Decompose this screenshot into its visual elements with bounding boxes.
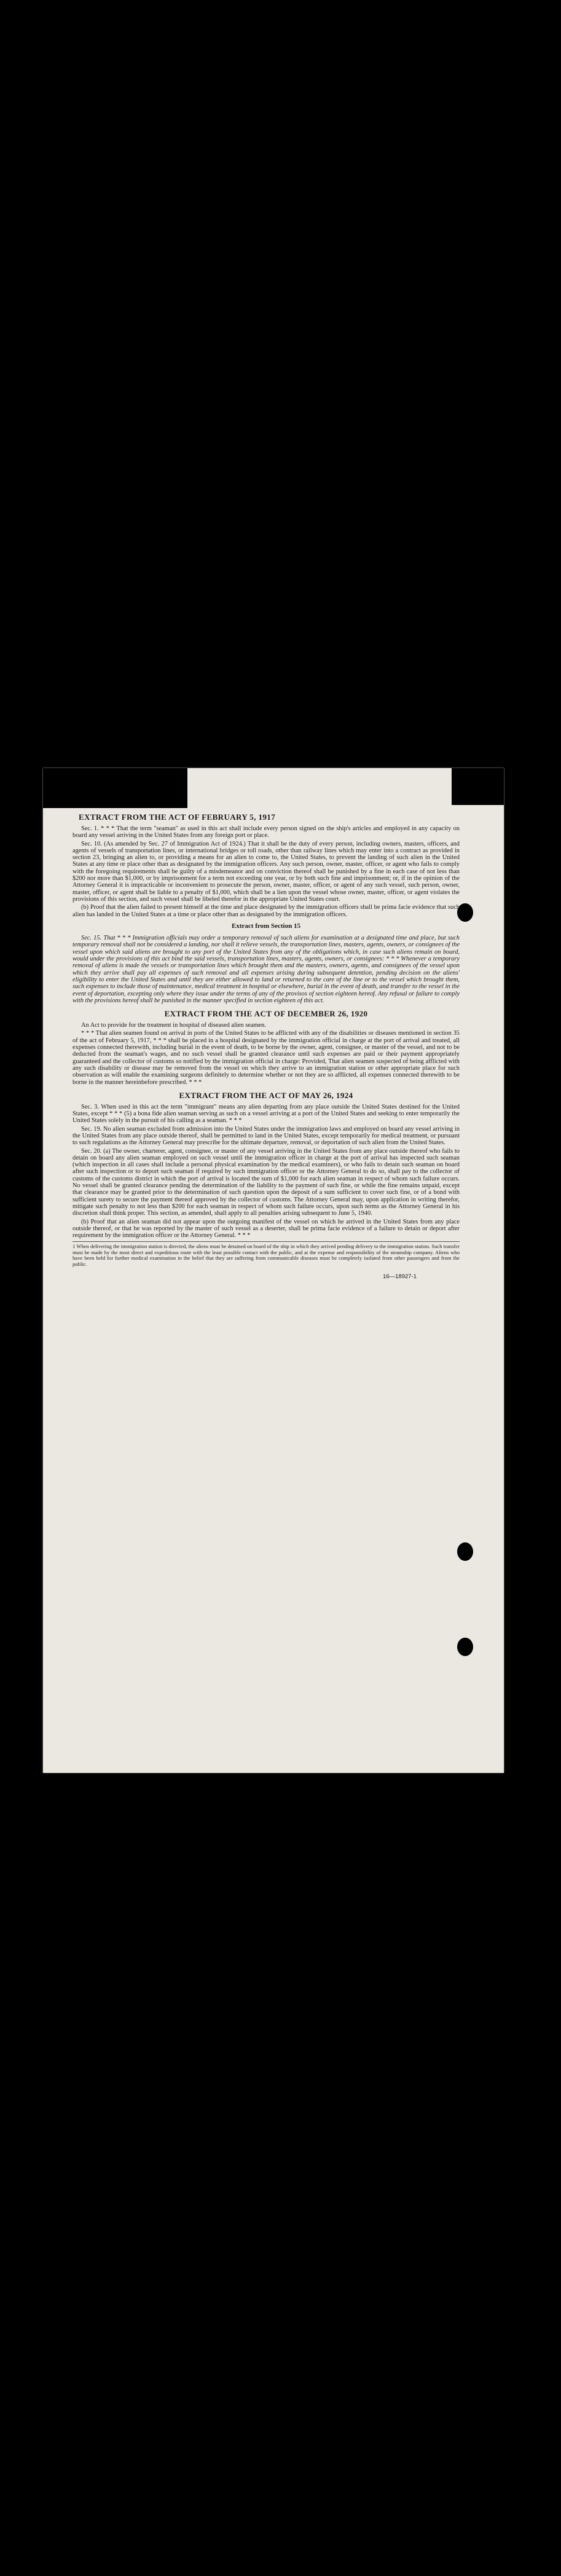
paragraph-1920-intro: An Act to provide for the treatment in hospital of diseased alien seamen. — [81, 1022, 266, 1029]
paragraph-1920-body: * * * That alien seamen found on arrival in ports of the United States to be afflicted with any of the disabilities or diseases mentioned in section 35 of the act of February 5, 1917, * * * shall be placed in a hospital designated by the immigration official in charge at the port of arrival and treated, all expenses connected therewith, including burial in the event of death, to be borne by the owner, agent, consignee, or master of the vessel, and not to be deducted from the seaman's wages, and no such vessel shall be granted clearance until such expenses are paid or their payment appropriately guaranteed and the collector of customs so notified by the immigration official in charge: Provided, That alien seamen suspected of being afflicted with any such disability or disease may be removed from the vessel on which they arrive to an immigration station or other appropriate place for such observation as will enable the examining surgeons definitely to determine whether or not they are so afflicted, all expenses connected therewith to be borne in the manner hereinbefore prescribed. * * * — [73, 1030, 460, 1086]
paragraph-sec-10: Sec. 10. (As amended by Sec. 27 of Immigration Act of 1924.) That it shall be the duty of every person, including owners, masters, officers, and agents of vessels of transportation lines, or international bridges or toll roads, other than railway lines which may enter into a contract as provided in section 23, bringing an alien to, or providing a means for an alien to come to, the United States, to prevent the landing of such alien in the United States at any time or place other than as designated by the immigration officers. Any such person, owner, master, officer, or agent who fails to comply with the foregoing requirements shall be guilty of a misdemeanor and on conviction thereof shall be punished by a fine in each case of not less than $200 nor more than $1,000, or by imprisonment for a term not exceeding one year, or by both such fine and imprisonment; or, if in the opinion of the Attorney General it is impracticable or inconvenient to prosecute the person, owner, master, officer, or agent of any such vessel, such person, owner, master, officer, or agent shall be liable to a penalty of $1,000, which shall be a lien upon the vessel whose owner, master, officer, or agent violates the provisions of this section, and such vessel shall be libeled therefor in the appropriate United States court. — [73, 840, 460, 903]
footnote-text: 1 When delivering the immigration station is directed, the aliens must be detained on board of the ship in which they arrived pending delivery to the immigration station. Such transfer must be made by the most direct and expeditious route with the least possible contact with the public, and at the expense and responsibility of the steamship company. Aliens who have been held for further medical examination in the belief that they are suffering from communicable diseases must be completely isolated from other passengers and from the public. — [73, 1243, 460, 1267]
paragraph-sec-20: Sec. 20. (a) The owner, charterer, agent, consignee, or master of any vessel arriving in the United States from any place outside thereof who fails to detain on board any alien seaman employed on such vessel until the immigration officer in charge at the port of arrival has inspected such seaman (which inspection in all cases shall include a personal physical examination by the medical examiners), or who fails to detain such seaman on board after such inspection or to deport such seaman if required by such immigration officer or the Attorney General to do so, shall pay to the collector of customs of the customs district in which the port of arrival is located the sum of $1,000 for each alien seaman in respect of whom such failure occurs. No vessel shall be granted clearance pending the determination of the liability to the payment of such fine, or while the fine remains unpaid, except that clearance may be granted prior to the determination of such question upon the deposit of a sum sufficient to cover such fine, or of a bond with sufficient surety to secure the payment thereof approved by the collector of customs. The Attorney General may, upon application in writing therefor, mitigate such penalty to not less than $200 for each seaman in respect of whom such failure occurs, upon such terms as the Attorney General in his discretion shall think proper. This section, as amended, shall apply to all penalties arising subsequent to June 5, 1940. — [73, 1147, 460, 1217]
paragraph-sec-20b: (b) Proof that an alien seaman did not appear upon the outgoing manifest of the vessel on which he arrived in the United States from any place outside thereof, or that he was reported by the master of such vessel as a deserter, shall be prima facie evidence of a failure to detain or deport after requirement by the immigration officer or the Attorney General. * * * — [73, 1218, 460, 1239]
footnote — [73, 1241, 460, 1267]
heading-act-1917: EXTRACT FROM THE ACT OF FEBRUARY 5, 1917 — [79, 812, 276, 822]
torn-edge-right — [452, 768, 504, 805]
paragraph-sec-3: Sec. 3. When used in this act the term "immigrant" means any alien departing from any place outside the United States destined for the United States, except * * * (5) a bona fide alien seaman serving as such on a vessel arriving at a port of the United States and seeking to enter temporarily the United States solely in the pursuit of his calling as a seaman. * * * — [73, 1103, 460, 1125]
heading-act-1920: EXTRACT FROM THE ACT OF DECEMBER 26, 1920 — [164, 1009, 368, 1019]
paragraph-sec-19: Sec. 19. No alien seaman excluded from admission into the United States under the immigration laws and employed on board any vessel arriving in the United States from any place outside thereof, shall be permitted to land in the United States, except temporarily for medical treatment, or pursuant to such regulations as the Attorney General may prescribe for the ultimate departure, removal, or deportation of such alien from the United States. — [73, 1125, 460, 1147]
paragraph-sec-1: Sec. 1. * * * That the term "seaman" as used in this act shall include every person signed on the ship's articles and employed in any capacity on board any vessel arriving in the United States from any foreign port or place. — [73, 825, 460, 839]
punch-hole — [457, 1542, 473, 1561]
torn-edge-left — [43, 768, 187, 808]
document-text — [73, 812, 460, 1280]
punch-hole — [457, 1638, 473, 1656]
paragraph-sec-15: Sec. 15. That * * * Immigration officials may order a temporary removal of such aliens for examination at a designated time and place, but such temporary removal shall not be considered a landing, nor shall it relieve vessels, the transportation lines, masters, agents, owners, or consignees of the vessel upon which said aliens are brought to any port of the United States from any of the obligations which, in case such aliens remain on board, would under the provisions of this act bind the said vessels, transportation lines, masters, agents, owners, or consignees: * * * Whenever a temporary removal of aliens is made the vessels or transportation lines which brought them and the masters, owners, agents, and consignees of the vessel upon which they arrive shall pay all expenses of such removal and all expenses arising during subsequent detention, pending decision on the aliens' eligibility to enter the United States and until they are either allowed to land or returned to the care of the line or to the vessel which brought them, such expenses to include those of maintenance, medical treatment in hospital or elsewhere, burial in the event of death, and transfer to the vessel in the event of deportation, excepting only where they issue under the terms of any of the provisos of section eighteen hereof. Any refusal or failure to comply with the provisions hereof shall be punished in the manner specified in section eighteen of this act. — [73, 935, 460, 1004]
form-number: 16—18927-1 — [383, 1273, 417, 1281]
heading-act-1924: EXTRACT FROM THE ACT OF MAY 26, 1924 — [179, 1090, 353, 1100]
subheading-section-15: Extract from Section 15 — [232, 922, 300, 930]
paragraph-sec-10b: (b) Proof that the alien failed to present himself at the time and place designated by the immigration officers shall be prima facie evidence that such alien has landed in the United States at a time or place other than as designated by the immigration officers. — [73, 904, 460, 918]
